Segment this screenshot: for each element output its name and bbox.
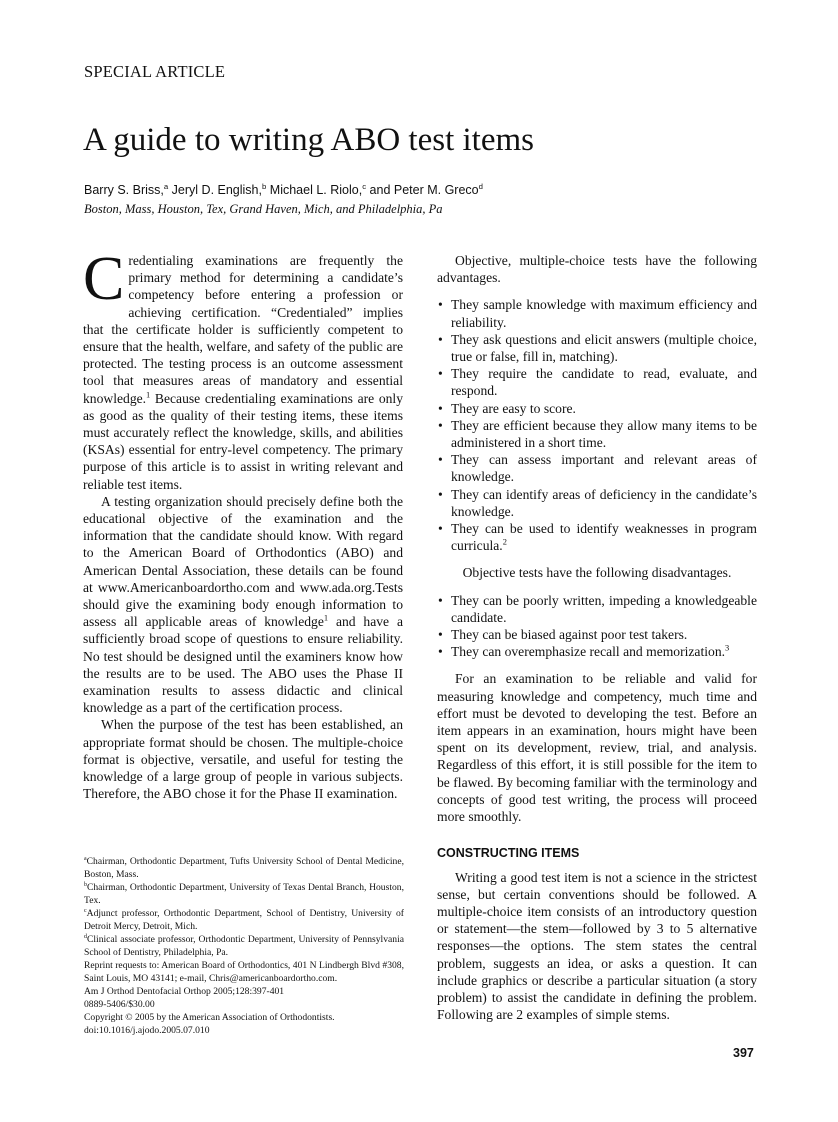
list-item: • They can identify areas of deficiency in the candidate’s knowledge. — [437, 486, 757, 520]
article-title: A guide to writing ABO test items — [83, 122, 534, 158]
page-number: 397 — [733, 1046, 754, 1060]
disadvantages-list — [437, 592, 757, 661]
author-list — [84, 183, 483, 197]
citation: 1 — [323, 612, 329, 623]
list-item: • They ask questions and elicit answers (multiple choice, true or false, fill in, matching). — [437, 331, 757, 365]
list-item: • They can assess important and relevant areas of knowledge. — [437, 451, 757, 485]
disadvantages-intro: Objective tests have the following disadvantages. — [462, 565, 732, 581]
footnote — [84, 933, 404, 959]
list-item — [437, 520, 757, 554]
paragraph: When the purpose of the test has been established, an appropriate format should be chosen. The multiple-choice format is objective, versatile, and useful for testing the knowledge of a large group of people in various subjects. Therefore, the ABO chose it for the Phase II examination. — [83, 717, 403, 802]
footnote — [84, 907, 404, 933]
affil-mark: b — [84, 881, 87, 888]
text: A testing organization should precisely define both the educational objective of the examination and the information that the candidate should know. With regard to the American Board of Orthodontics (ABO) and American Dental Association, these details can be found at www.Americanboardortho.com and www.ada.org.Tests should give the examining body enough information to assess all applicable areas of knowledge — [83, 493, 403, 630]
citation-info: Am J Orthod Dentofacial Orthop 2005;128:397-401 — [84, 986, 285, 997]
footnote — [84, 855, 404, 881]
list-item: • They are efficient because they allow many items to be administered in a short time. — [437, 417, 757, 451]
paragraph: For an examination to be reliable and valid for measuring knowledge and competency, much time and effort must be devoted to developing the test. Before an item appears in an examination, hours might have been spent on its development, review, trial, and analysis. Regardless of this effort, it is still possible for the item to be flawed. By becoming familiar with the terminology and concepts of good test writing, the process will proceed more smoothly. — [437, 671, 757, 825]
list-item: • They are easy to score. — [437, 400, 757, 417]
author: Michael L. Riolo, — [269, 183, 363, 197]
citation: 2 — [502, 536, 507, 547]
copyright: Copyright © 2005 by the American Association of Orthodontists. — [84, 1012, 335, 1023]
author: Barry S. Briss, — [84, 183, 164, 197]
text: Chairman, Orthodontic Department, University of Texas Dental Branch, Houston, Tex. — [84, 882, 404, 906]
paragraph: Writing a good test item is not a science in the strictest sense, but certain conventions should be followed. A multiple-choice item consists of an introductory question or statement—the stem—followed by 3 to 5 alternative responses—the options. The stem states the central problem, suggests an idea, or asks a question. It can include graphics or describe a particular situation (a story problem) to assist the candidate in defining the problem. Following are 2 examples of simple stems. — [437, 869, 757, 1023]
text: They can overemphasize recall and memorization. — [451, 644, 726, 660]
left-column — [83, 245, 403, 803]
right-column — [437, 252, 757, 1023]
text: and have a sufficiently broad scope of questions to ensure reliability. No test should be designed until the examiners know how the results are to be used. The ABO uses the Phase II examination results to assess didactic and clinical knowledge as a part of the certification process. — [83, 614, 403, 716]
text: Because credentialing examinations are only as good as the quality of their testing items, these items must accurately reflect the knowledge, skills, and abilities (KSAs) essential for entry-level competency. The primary purpose of this article is to assist in writing relevant and reliable test items. — [83, 390, 403, 492]
list-item: • They can be biased against poor test takers. — [437, 626, 757, 643]
list-item: • They sample knowledge with maximum efficiency and reliability. — [437, 296, 757, 330]
affil-mark: a — [163, 181, 169, 191]
text: redentialing examinations are frequently the primary method for determining a candidate’s competency before entering a profession or achieving certification. “Credentialed” implies that the certificate holder is sufficiently competent to ensure that the health, welfare, and safety of the public are protected. The testing process is an outcome assessment tool that measures areas of mandatory and essential knowledge. — [83, 253, 403, 406]
advantages-list — [437, 296, 757, 554]
affil-mark: c — [362, 181, 367, 191]
doi: doi:10.1016/j.ajodo.2005.07.010 — [84, 1025, 210, 1036]
affil-mark: d — [478, 181, 483, 191]
citation: 1 — [146, 389, 151, 400]
author: and Peter M. Greco — [369, 183, 479, 197]
section-heading: CONSTRUCTING ITEMS — [437, 846, 580, 861]
issn: 0889-5406/$30.00 — [84, 999, 155, 1010]
paragraph — [83, 493, 403, 717]
text: Chairman, Orthodontic Department, Tufts University School of Dental Medicine, Boston, Mass. — [84, 856, 404, 880]
affil-mark: a — [84, 855, 87, 862]
section-label: SPECIAL ARTICLE — [84, 62, 226, 81]
affil-mark: b — [261, 181, 267, 191]
list-item: • They can be poorly written, impeding a knowledgeable candidate. — [437, 592, 757, 626]
footnote — [84, 881, 404, 907]
footnotes — [84, 855, 404, 1037]
author: Jeryl D. English, — [171, 183, 262, 197]
drop-cap: C — [83, 245, 125, 313]
reprint-info: Reprint requests to: American Board of Orthodontics, 401 N Lindbergh Blvd #308, Saint Louis, MO 43141; e-mail, Chris@americanboardortho.com. — [84, 960, 404, 984]
text: They can be used to identify weaknesses in program curricula. — [451, 521, 757, 554]
affil-mark: c — [84, 907, 87, 914]
affil-mark: d — [84, 933, 87, 940]
author-locations: Boston, Mass, Houston, Tex, Grand Haven, Mich, and Philadelphia, Pa — [84, 202, 443, 216]
text: Clinical associate professor, Orthodontic Department, University of Pennsylvania School of Dentistry, Philadelphia, Pa. — [84, 934, 404, 958]
intro-paragraph — [83, 245, 403, 493]
citation: 3 — [725, 642, 730, 653]
list-item — [437, 643, 757, 660]
text: Adjunct professor, Orthodontic Department, School of Dentistry, University of Detroit Mercy, Detroit, Mich. — [84, 908, 404, 932]
list-item: • They require the candidate to read, evaluate, and respond. — [437, 365, 757, 399]
advantages-intro: Objective, multiple-choice tests have the following advantages. — [437, 253, 757, 286]
